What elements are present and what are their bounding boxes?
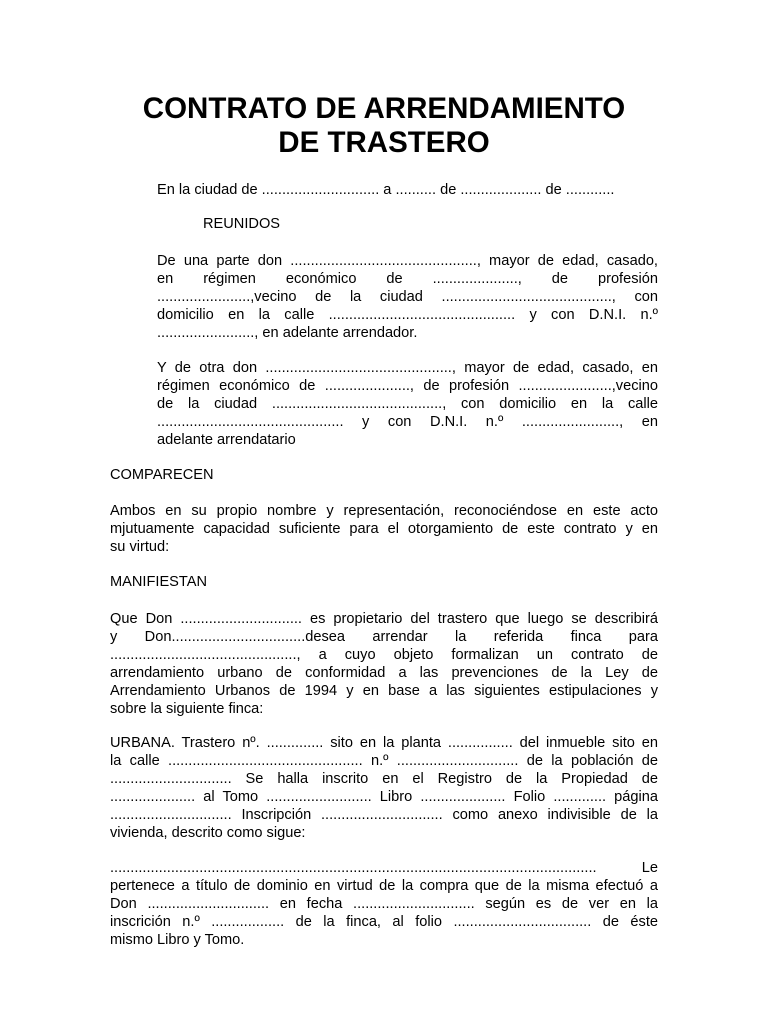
text-line: ........................................................................................................................ Le	[110, 860, 658, 876]
party-one-paragraph	[157, 252, 658, 342]
text-line: ..................... al Tomo .......................... Libro ..................... Folio ............. página	[110, 789, 658, 806]
text-line: REUNIDOS	[203, 216, 281, 232]
title-line: CONTRATO DE ARRENDAMIENTO	[142, 92, 626, 125]
text-line: domicilio en la calle .............................................. y con D.N.I. n.º	[157, 307, 658, 324]
manifiestan-heading	[110, 573, 658, 591]
text-line: Ambos en su propio nombre y representación, reconociéndose en este acto	[110, 503, 658, 519]
text-line: MANIFIESTAN	[110, 574, 208, 590]
text-line: arrendamiento urbano de conformidad a las prevenciones de la Ley de	[110, 665, 658, 682]
comparecen-paragraph	[110, 502, 658, 556]
urbana-paragraph	[110, 734, 658, 843]
text-line: Don .............................. en fecha .............................. según es de ver en la	[110, 896, 658, 913]
text-line: sobre la siguiente finca:	[110, 701, 264, 718]
text-line: Arrendamiento Urbanos de 1994 y en base a las siguientes estipulaciones y	[110, 683, 658, 700]
text-line: URBANA. Trastero nº. .............. sito en la planta ................ del inmueble sito en	[110, 735, 658, 751]
text-line: De una parte don .............................................., mayor de edad, casado,	[157, 253, 658, 269]
pertenece-paragraph	[110, 859, 658, 949]
party-two-paragraph	[157, 359, 658, 449]
text-line: mjutuamente capacidad suficiente para el otorgamiento de este contrato y en	[110, 521, 658, 538]
text-line: Que Don .............................. es propietario del trastero que luego se describirá	[110, 611, 658, 627]
text-line: en régimen económico de ....................., de profesión	[157, 271, 658, 288]
text-line: .............................................. y con D.N.I. n.º ........................, en	[157, 414, 658, 431]
text-line: COMPARECEN	[110, 467, 214, 483]
text-line: adelante arrendatario	[157, 432, 296, 449]
text-line: inscrición n.º .................. de la finca, al folio .................................. de éste	[110, 914, 658, 931]
text-line: .............................. Se halla inscrito en el Registro de la Propiedad de	[110, 771, 658, 788]
manifiestan-paragraph	[110, 610, 658, 719]
intro-line	[157, 181, 658, 199]
text-line: régimen económico de ....................., de profesión .......................,vecino	[157, 378, 658, 395]
text-line: Y de otra don .............................................., mayor de edad, casado, en	[157, 360, 658, 376]
text-line: la calle ................................................ n.º .............................. de la población de	[110, 753, 658, 770]
title-line: DE TRASTERO	[278, 126, 490, 159]
comparecen-heading	[110, 466, 658, 484]
text-line: ........................, en adelante arrendador.	[157, 325, 418, 342]
document-title	[0, 92, 768, 160]
text-line: .......................,vecino de la ciudad .........................................., con	[157, 289, 658, 306]
text-line: pertenece a título de dominio en virtud de la compra que de la misma efectuó a	[110, 878, 658, 895]
reunidos-heading	[203, 215, 280, 233]
text-line: de la ciudad .........................................., con domicilio en la calle	[157, 396, 658, 413]
text-line: y Don.................................desea arrendar la referida finca para	[110, 629, 658, 646]
text-line: vivienda, descrito como sigue:	[110, 825, 306, 842]
text-line: .............................. Inscripción .............................. como anexo indivisible de la	[110, 807, 658, 824]
text-line: su virtud:	[110, 539, 170, 556]
text-line: .............................................., a cuyo objeto formalizan un contrato de	[110, 647, 658, 664]
text-line: mismo Libro y Tomo.	[110, 932, 245, 949]
text-line: En la ciudad de ............................. a .......... de .................... de ............	[157, 182, 615, 198]
